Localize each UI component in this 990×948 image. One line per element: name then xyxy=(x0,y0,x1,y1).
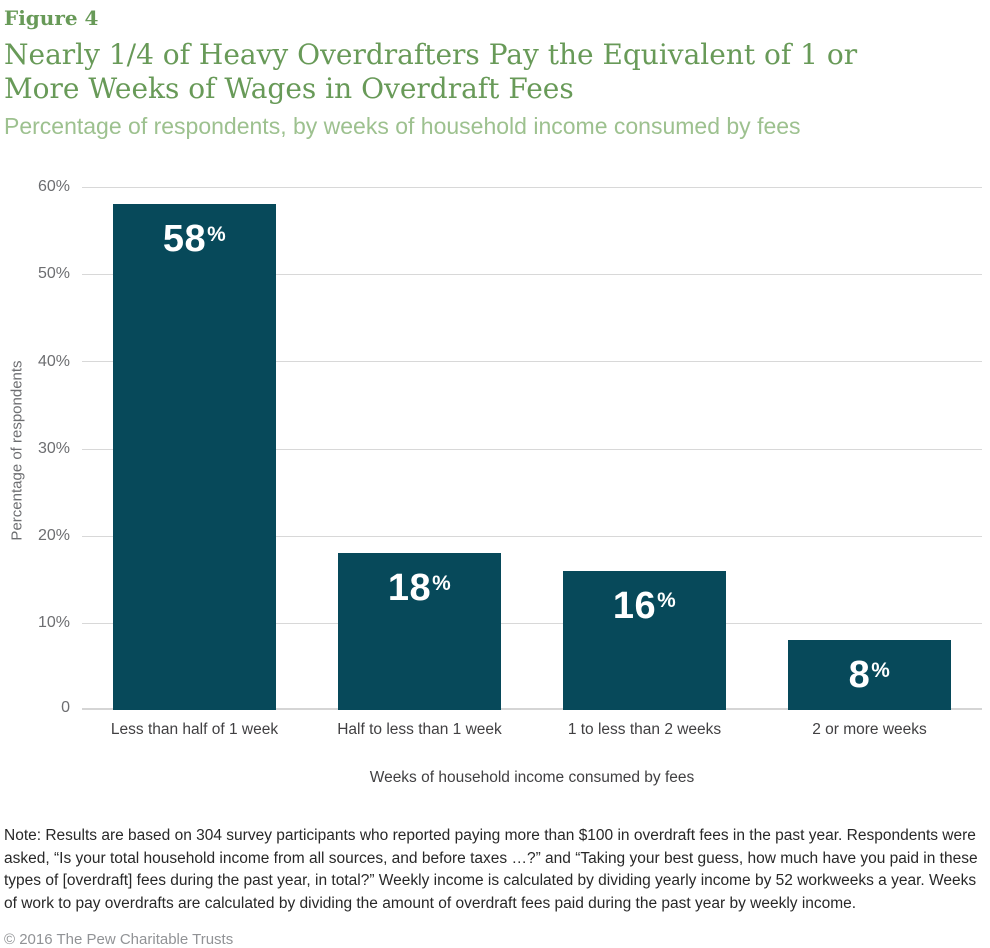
y-axis-title: Percentage of respondents xyxy=(8,360,26,541)
bar-series xyxy=(82,187,982,710)
x-axis-title: Weeks of household income consumed by fees xyxy=(369,769,695,786)
bar-value-label: 18% xyxy=(387,567,452,610)
bar-value-label: 58% xyxy=(162,218,227,261)
y-tick-label: 10% xyxy=(37,614,70,632)
y-tick-label: 20% xyxy=(37,526,70,544)
bar-value-label: 8% xyxy=(848,654,891,697)
y-tick-label: 0 xyxy=(61,699,70,717)
chart-title: Nearly 1/4 of Heavy Overdrafters Pay the Equivalent of 1 or More Weeks of Wages in Overdraft Fees xyxy=(4,38,858,105)
category-label: Less than half of 1 week xyxy=(110,721,279,738)
category-label: 2 or more weeks xyxy=(812,721,927,738)
bar-slot xyxy=(82,187,307,710)
y-tick-label: 60% xyxy=(37,178,70,196)
percent-sign: % xyxy=(432,571,452,595)
y-tick-label: 50% xyxy=(37,265,70,283)
bar xyxy=(563,571,726,710)
y-tick-label: 30% xyxy=(37,439,70,457)
figure-label: Figure 4 xyxy=(4,6,99,30)
bar-slot xyxy=(757,187,982,710)
percent-sign: % xyxy=(657,589,677,613)
bar-slot xyxy=(307,187,532,710)
bar xyxy=(113,204,276,710)
chart-subtitle: Percentage of respondents, by weeks of household income consumed by fees xyxy=(4,113,801,139)
category-label: Half to less than 1 week xyxy=(337,721,502,738)
bar-value-label: 16% xyxy=(612,584,677,627)
plot-area xyxy=(37,178,982,717)
chart-area xyxy=(4,178,986,787)
bar xyxy=(338,553,501,710)
note-text: Note: Results are based on 304 survey participants who reported paying more than $100 in overdraft fees in the past year. Respondents were asked, “Is your total household income from all sources, and before taxes …?” and “Taking your best guess, how much have you paid in these types of [overdraft] fees during the past year, in total?” Weekly income is calculated by dividing yearly income by 52 workweeks a year. Weeks of work to pay overdrafts are calculated by dividing the amount of overdraft fees paid during the past year by weekly income. xyxy=(4,827,978,912)
category-label: 1 to less than 2 weeks xyxy=(567,721,722,738)
y-tick-label: 40% xyxy=(37,352,70,370)
percent-sign: % xyxy=(207,223,227,246)
copyright-text: © 2016 The Pew Charitable Trusts xyxy=(4,930,234,948)
x-axis-categories xyxy=(82,721,982,739)
percent-sign: % xyxy=(871,658,891,682)
bar xyxy=(788,640,951,710)
bar-slot xyxy=(532,187,757,710)
